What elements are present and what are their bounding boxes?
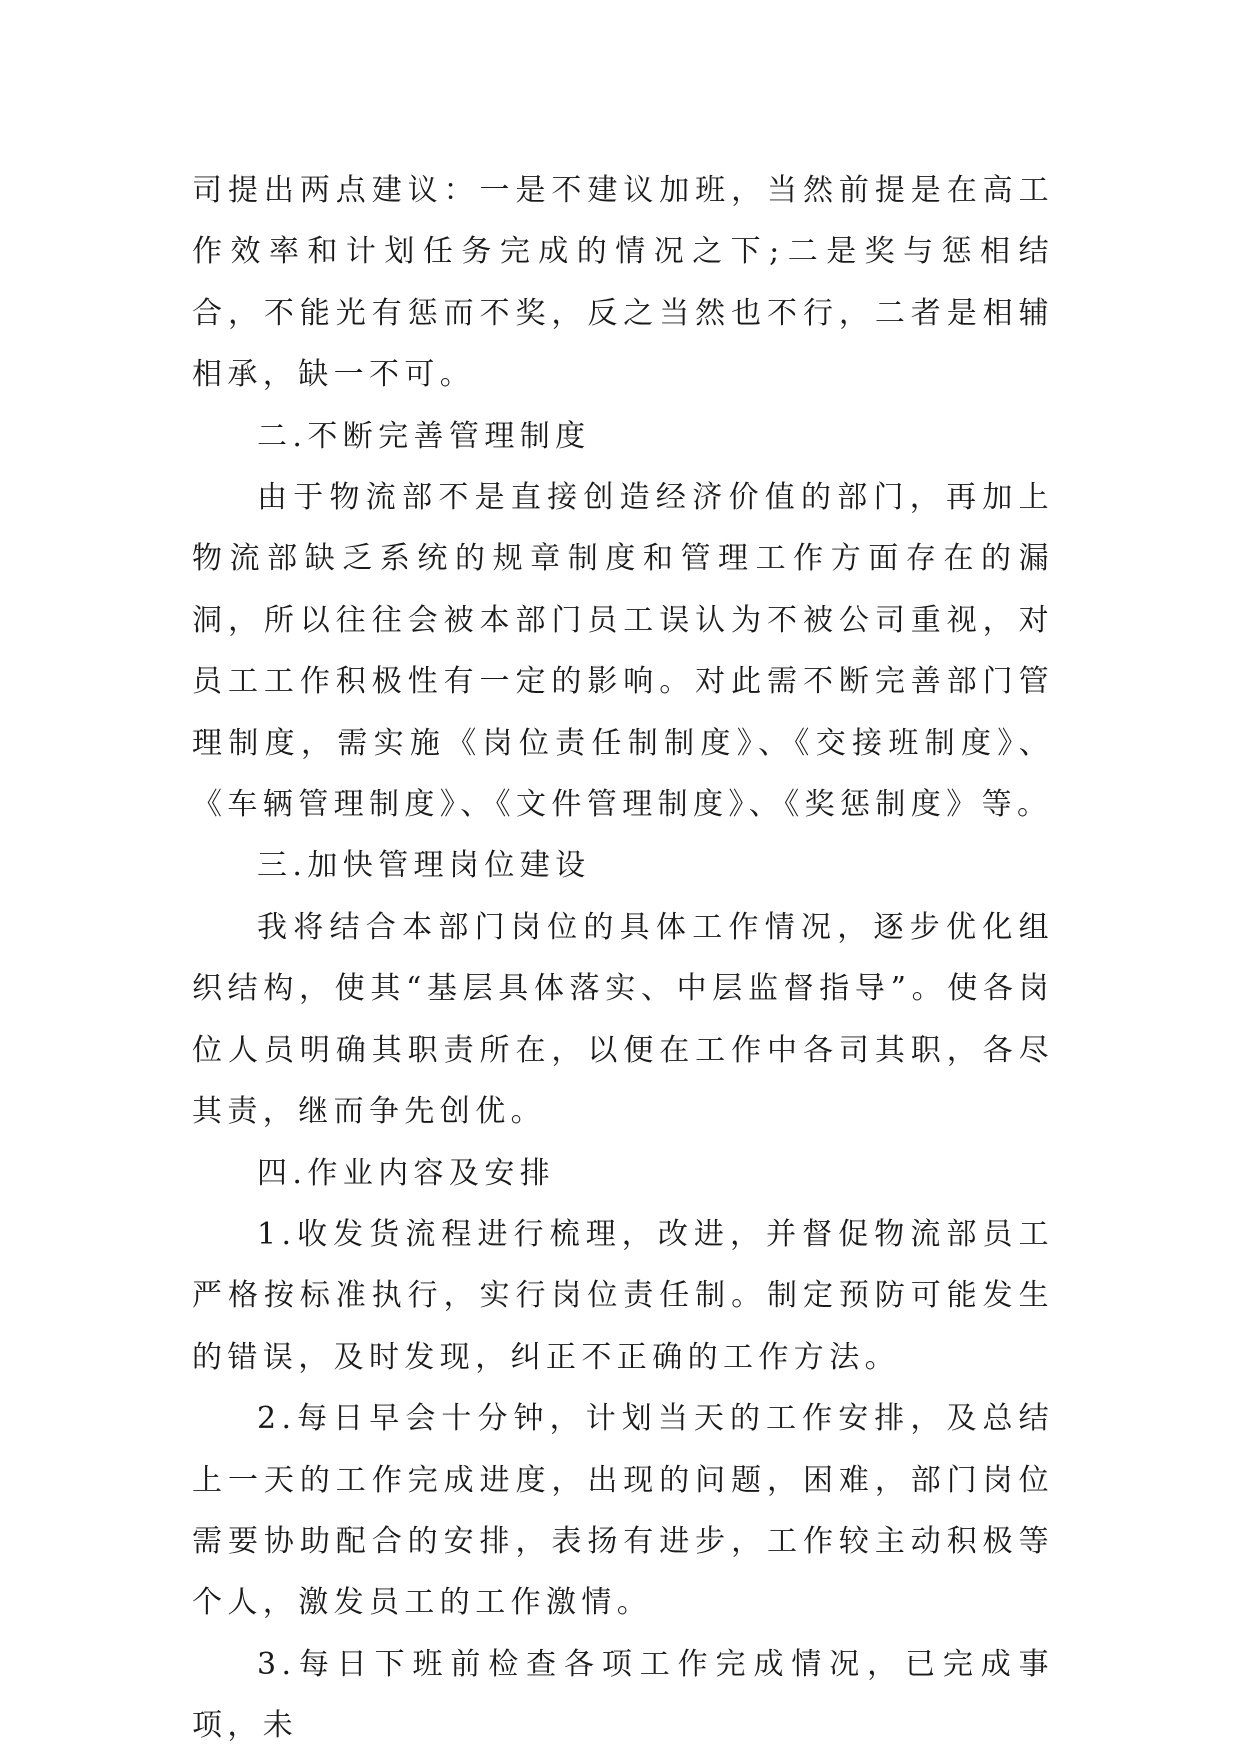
paragraph-position-building: 我将结合本部门岗位的具体工作情况，逐步优化组织结构，使其“基层具体落实、中层监督指导”。使各岗位人员明确其职责所在，以便在工作中各司其职，各尽其责，继而争先创优。 — [192, 909, 1054, 1130]
list-item-morning-meeting: 2.每日早会十分钟，计划当天的工作安排，及总结上一天的工作完成进度，出现的问题，困难，部门岗位需要协助配合的安排，表扬有进步，工作较主动积极等个人，激发员工的工作激情。 — [192, 1401, 1054, 1621]
document-body — [192, 160, 1054, 1757]
paragraph-management-system: 由于物流部不是直接创造经济价值的部门，再加上物流部缺乏系统的规章制度和管理工作方面存在的漏洞，所以往往会被本部门员工误认为不被公司重视，对员工工作积极性有一定的影响。对此需不断完善部门管理制度，需实施《岗位责任制制度》、《交接班制度》、《车辆管理制度》、《文件管理制度》、《奖惩制度》等。 — [192, 480, 1054, 823]
paragraph-proposals-continued: 司提出两点建议：一是不建议加班，当然前提是在高工作效率和计划任务完成的情况之下;二是奖与惩相结合，不能光有惩而不奖，反之当然也不行，二者是相辅相承，缺一不可。 — [192, 173, 1054, 393]
section-heading-work-arrangement: 四.作业内容及安排 — [257, 1155, 556, 1191]
list-item-daily-check: 3.每日下班前检查各项工作完成情况，已完成事项，未 — [192, 1646, 1054, 1744]
list-item-receiving-process: 1.收发货流程进行梳理，改进，并督促物流部员工严格按标准执行，实行岗位责任制。制定预防可能发生的错误，及时发现，纠正不正确的工作方法。 — [192, 1216, 1054, 1375]
section-heading-position-building: 三.加快管理岗位建设 — [257, 848, 591, 884]
section-heading-management-system: 二.不断完善管理制度 — [257, 418, 591, 454]
